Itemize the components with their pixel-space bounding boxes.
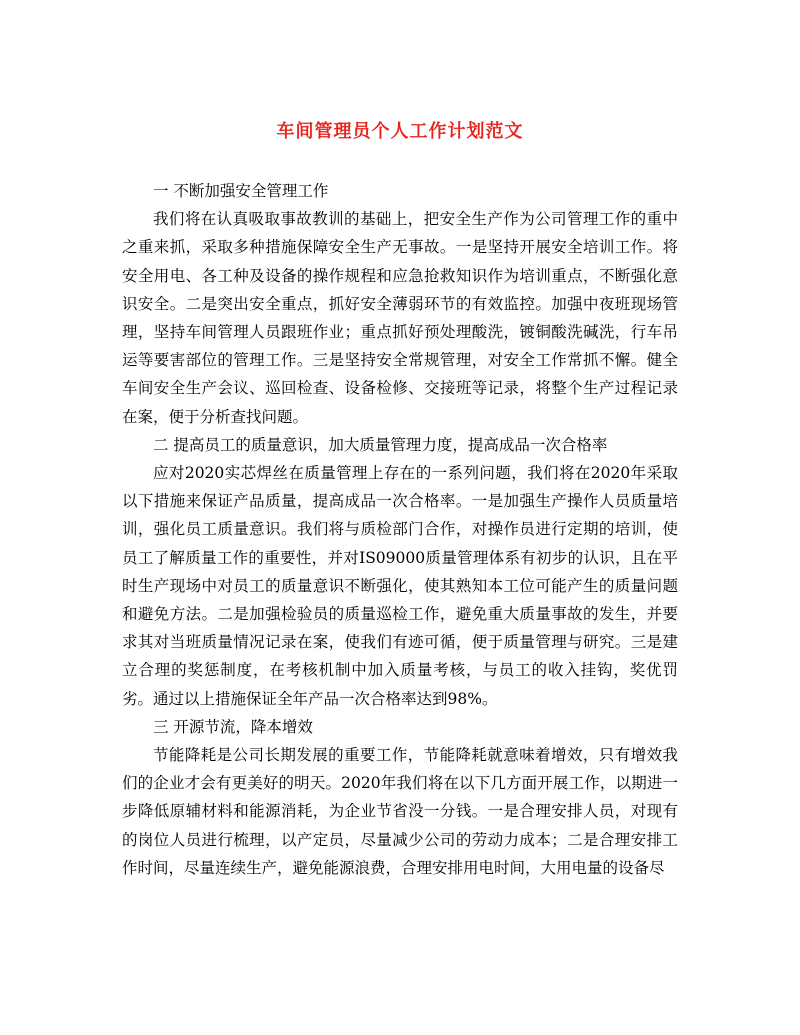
section-heading-1: 一 不断加强安全管理工作 — [153, 182, 329, 200]
document-title: 车间管理员个人工作计划范文 — [276, 121, 524, 142]
section-paragraph-1: 我们将在认真吸取事故教训的基础上，把安全生产作为公司管理工作的重中之重来抓，采取多种措施保障安全生产无事故。一是坚持开展安全培训工作。将安全用电、各工种及设备的操作规程和应急抢救知识作为培训重点，不断强化意识安全。二是突出安全重点，抓好安全薄弱环节的有效监控。加强中夜班现场管理，坚持车间管理人员跟班作业；重点抓好预处理酸洗，镀铜酸洗碱洗，行车吊运等要害部位的管理工作。三是坚持安全常规管理，对安全工作常抓不懈。健全车间安全生产会议、巡回检查、设备检修、交接班等记录，将整个生产过程记录在案，便于分析查找问题。 — [122, 210, 678, 426]
section-paragraph-3: 节能降耗是公司长期发展的重要工作，节能降耗就意味着增效，只有增效我们的企业才会有更美好的明天。2020年我们将在以下几方面开展工作，以期进一步降低原辅材料和能源消耗，为企业节省没一分钱。一是合理安排人员，对现有的岗位人员进行梳理，以产定员，尽量减少公司的劳动力成本；二是合理安排工作时间，尽量连续生产，避免能源浪费，合理安排用电时间，大用电量的设备尽 — [122, 746, 678, 877]
document-body — [122, 177, 678, 882]
section-heading-2: 二 提高员工的质量意识，加大质量管理力度，提高成品一次合格率 — [153, 435, 608, 454]
section-heading-3: 三 开源节流，降本增效 — [153, 717, 313, 736]
section-paragraph-2: 应对2020实芯焊丝在质量管理上存在的一系列问题，我们将在2020年采取以下措施来保证产品质量，提高成品一次合格率。一是加强生产操作人员质量培训，强化员工质量意识。我们将与质检部门合作，对操作员进行定期的培训，使员工了解质量工作的重要性，并对IS09000质量管理体系有初步的认识，且在平时生产现场中对员工的质量意识不断强化，使其熟知本工位可能产生的质量问题和避免方法。二是加强检验员的质量巡检工作，避免重大质量事故的发生，并要求其对当班质量情况记录在案，使我们有迹可循，便于质量管理与研究。三是建立合理的奖惩制度，在考核机制中加入质量考核，与员工的收入挂钩，奖优罚劣。通过以上措施保证全年产品一次合格率达到98%。 — [122, 464, 678, 708]
